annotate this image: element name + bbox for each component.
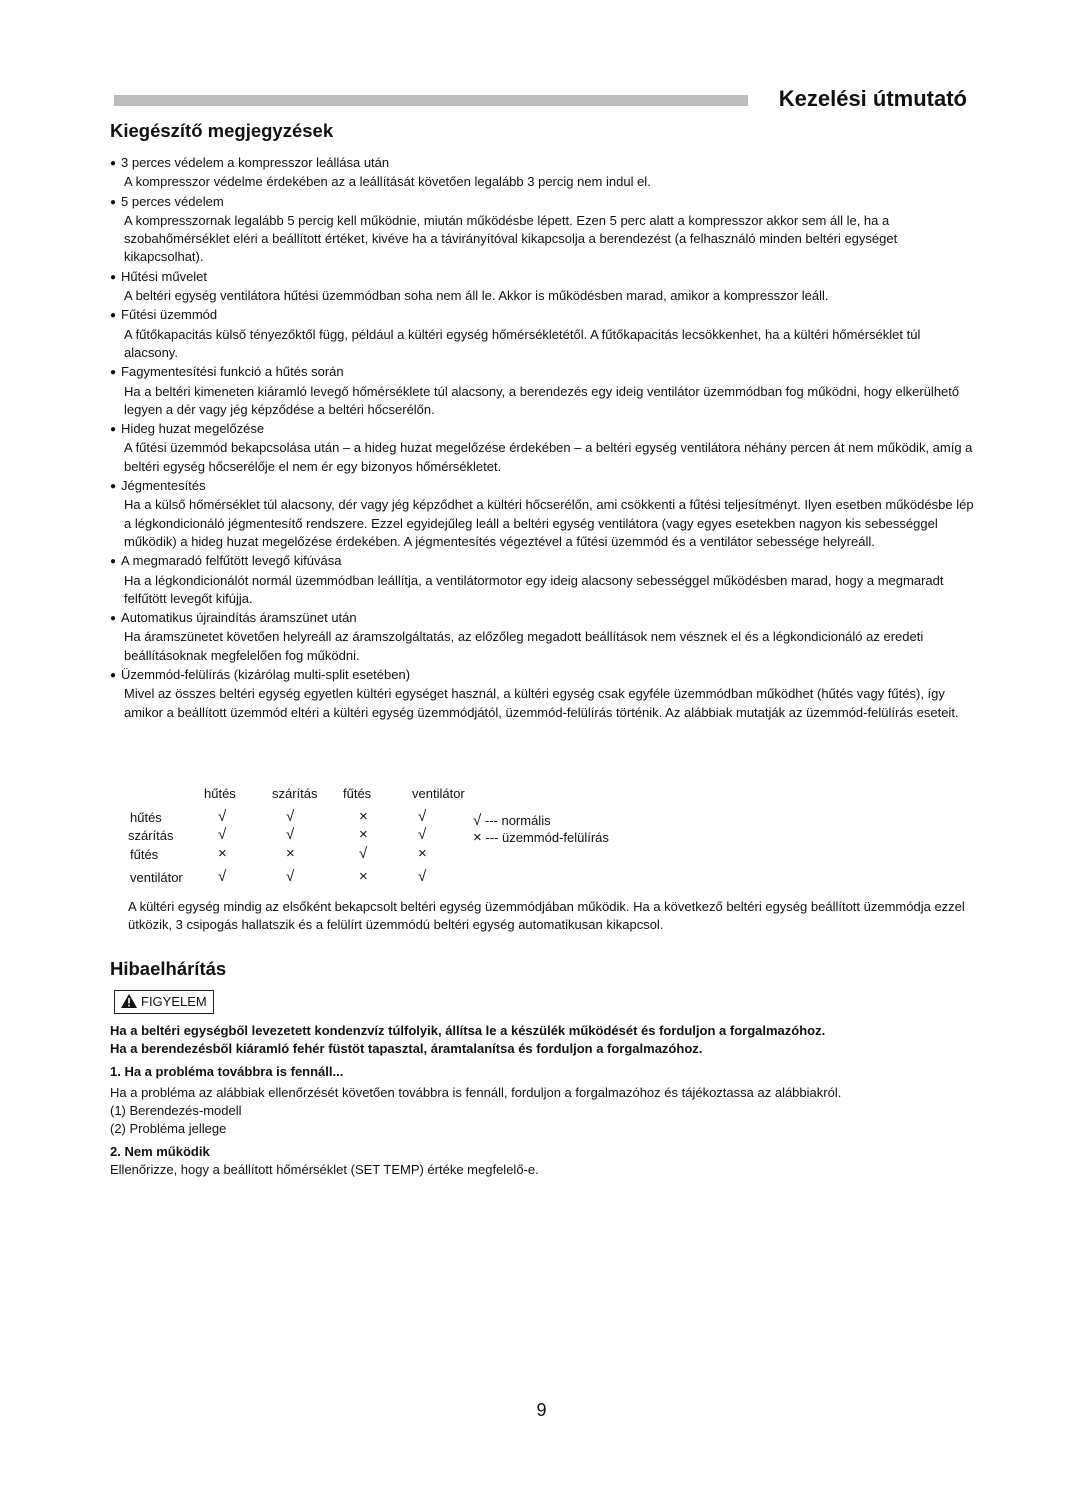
check-mark: √: [286, 808, 295, 825]
note-text: A kompresszor védelme érdekében az a leállítását követően legalább 3 percig nem indul el.: [124, 174, 651, 190]
note-item: [110, 268, 976, 306]
note-text: Ha áramszünetet követően helyreáll az áramszolgáltatás, az előzőleg megadott beállítások nem vésznek el és a légkondicionáló az eredeti beállításoknak megfelelően fog működni.: [124, 629, 924, 663]
check-mark: √: [418, 808, 427, 825]
warning-text-2: Ha a berendezésből kiáramló fehér füstöt tapasztal, áramtalanítsa és forduljon a forgalmazóhoz.: [110, 1041, 703, 1057]
note-text: A kompresszornak legalább 5 percig kell működnie, miután működésbe lépett. Ezen 5 perc alatt a kompresszor akkor sem áll le, ha a szobahőmérséklet eléri a beállított értéket, kivéve ha a távirányítóval kikapcsolja a berendezést (a felhasználó minden beltéri egységet kikapcsolhat).: [124, 212, 898, 265]
check-mark: √: [286, 826, 295, 843]
note-text: A fűtési üzemmód bekapcsolása után – a hideg huzat megelőzése érdekében – a beltéri egység ventilátora néhány percen át nem működik, amíg a beltéri egység hőcserélője el nem ér egy bizonyos hőmérsékletet.: [124, 440, 973, 474]
check-mark: √: [359, 845, 368, 862]
note-item: [110, 420, 976, 476]
note-heading: ● Fagymentesítési funkció a hűtés során: [110, 363, 976, 382]
legend-item: [473, 829, 609, 846]
legend-symbol: √: [473, 812, 482, 829]
warning-text-1: Ha a beltéri egységből levezetett kondenzvíz túlfolyik, állítsa le a készülék működését és forduljon a forgalmazóhoz.: [110, 1023, 826, 1038]
check-mark: √: [418, 868, 427, 885]
subheading-2-text: Ellenőrizze, hogy a beállított hőmérséklet (SET TEMP) értéke megfelelő-e.: [110, 1162, 539, 1178]
check-mark: √: [218, 808, 227, 825]
info-item-2: (2) Probléma jellege: [110, 1121, 227, 1137]
note-heading: ● Jégmentesítés: [110, 477, 976, 496]
subheading-1: 1. Ha a probléma továbbra is fennáll...: [110, 1063, 344, 1079]
note-item: [110, 477, 976, 551]
subheading-1-text: Ha a probléma az alábbiak ellenőrzését követően továbbra is fennáll, forduljon a forgalmazóhoz és tájékoztassa az alábbiakról.: [110, 1084, 842, 1100]
note-heading: ● Automatikus újraindítás áramszünet után: [110, 609, 976, 628]
cross-mark: ×: [418, 845, 427, 862]
note-heading: ● Hűtési művelet: [110, 268, 976, 287]
page-number: 9: [536, 1400, 547, 1420]
note-heading: ● Fűtési üzemmód: [110, 306, 976, 325]
note-item: [110, 666, 976, 722]
cross-mark: ×: [218, 845, 227, 862]
legend-symbol: ×: [473, 829, 482, 846]
row-header: ventilátor: [130, 870, 183, 885]
section-title-notes: Kiegészítő megjegyzések: [110, 120, 334, 141]
note-heading: ● Hideg huzat megelőzése: [110, 420, 976, 439]
cross-mark: ×: [359, 808, 368, 825]
check-mark: √: [286, 868, 295, 885]
row-header: fűtés: [130, 847, 159, 862]
header-bar: [114, 95, 748, 106]
warning-triangle-icon: [121, 994, 137, 1008]
column-header: szárítás: [272, 786, 318, 801]
note-item: [110, 193, 976, 267]
check-mark: √: [218, 826, 227, 843]
cross-mark: ×: [359, 826, 368, 843]
override-explanation: A kültéri egység mindig az elsőként bekapcsolt beltéri egység üzemmódjában működik. Ha a következő beltéri egység beállított üzemmódja ezzel ütközik, 3 csipogás hallatszik és a felülírt üzemmódú beltéri egység automatikusan kikapcsol.: [128, 899, 965, 933]
column-header: hűtés: [204, 786, 236, 801]
cross-mark: ×: [286, 845, 295, 862]
note-text: Mivel az összes beltéri egység egyetlen kültéri egységet használ, a kültéri egység csak egyféle üzemmódban működhet (hűtés vagy fűtés), így amikor a beállított üzemmód eltéri a kültéri egység üzemmódjától, üzemmód-felülírás történik. Az alábbiak mutatják az üzemmód-felülírás eseteit.: [124, 686, 959, 720]
note-text: A beltéri egység ventilátora hűtési üzemmódban soha nem áll le. Akkor is működésben marad, amikor a kompresszor leáll.: [124, 288, 829, 304]
note-heading: ● A megmaradó felfűtött levegő kifúvása: [110, 552, 976, 571]
note-text: Ha a külső hőmérséklet túl alacsony, dér vagy jég képződhet a kültéri hőcserélőn, ami csökkenti a fűtési teljesítményt. Ilyen esetben működésbe lép a légkondicionáló jégmentesítő rendszere. Ezzel egyidejűleg leáll a beltéri egység ventilátora (vagy egyes esetekben nagyon kis sebességgel működik) a hideg huzat megelőzése érdekében. A jégmentesítés végeztével a fűtési üzemmód és a ventilátor sebessége helyreáll.: [124, 497, 974, 549]
legend-text: --- normális: [484, 813, 551, 828]
document-title: Kezelési útmutató: [778, 86, 967, 111]
note-text: A fűtőkapacitás külső tényezőktől függ, például a kültéri egység hőmérsékletétől. A fűtőkapacitás lecsökkenhet, ha a kültéri hőmérséklet túl alacsony.: [124, 326, 921, 360]
note-item: [110, 552, 976, 608]
row-header: hűtés: [130, 810, 162, 825]
warning-badge: [114, 990, 214, 1014]
row-header: szárítás: [128, 828, 174, 843]
warning-label: FIGYELEM: [141, 994, 207, 1009]
section-title-troubleshooting: Hibaelhárítás: [110, 958, 227, 979]
note-heading: ● 3 perces védelem a kompresszor leállása után: [110, 154, 976, 173]
note-item: [110, 306, 976, 362]
legend-item: [473, 812, 551, 829]
column-header: ventilátor: [412, 786, 465, 801]
note-item: [110, 363, 976, 419]
check-mark: √: [418, 826, 427, 843]
note-item: [110, 154, 976, 192]
note-heading: ● 5 perces védelem: [110, 193, 976, 212]
info-item-1: (1) Berendezés-modell: [110, 1103, 242, 1119]
check-mark: √: [218, 868, 227, 885]
legend-text: --- üzemmód-felülírás: [485, 830, 609, 845]
note-heading: ● Üzemmód-felülírás (kizárólag multi-split esetében): [110, 666, 976, 685]
notes-list: [110, 154, 976, 722]
note-text: Ha a légkondicionálót normál üzemmódban leállítja, a ventilátormotor egy ideig alacsony sebességgel működésben marad, hogy a megmaradt felfűtött levegőt kifújja.: [124, 572, 944, 606]
subheading-2: 2. Nem működik: [110, 1143, 210, 1159]
column-header: fűtés: [343, 786, 372, 801]
note-text: Ha a beltéri kimeneten kiáramló levegő hőmérséklete túl alacsony, a berendezés egy ideig ventilátor üzemmódban fog működni, hogy elkerülhető legyen a dér vagy jég képződése a beltéri hőcserélőn.: [124, 383, 960, 417]
troubleshooting-content: [110, 1022, 976, 1179]
note-item: [110, 609, 976, 665]
cross-mark: ×: [359, 868, 368, 885]
